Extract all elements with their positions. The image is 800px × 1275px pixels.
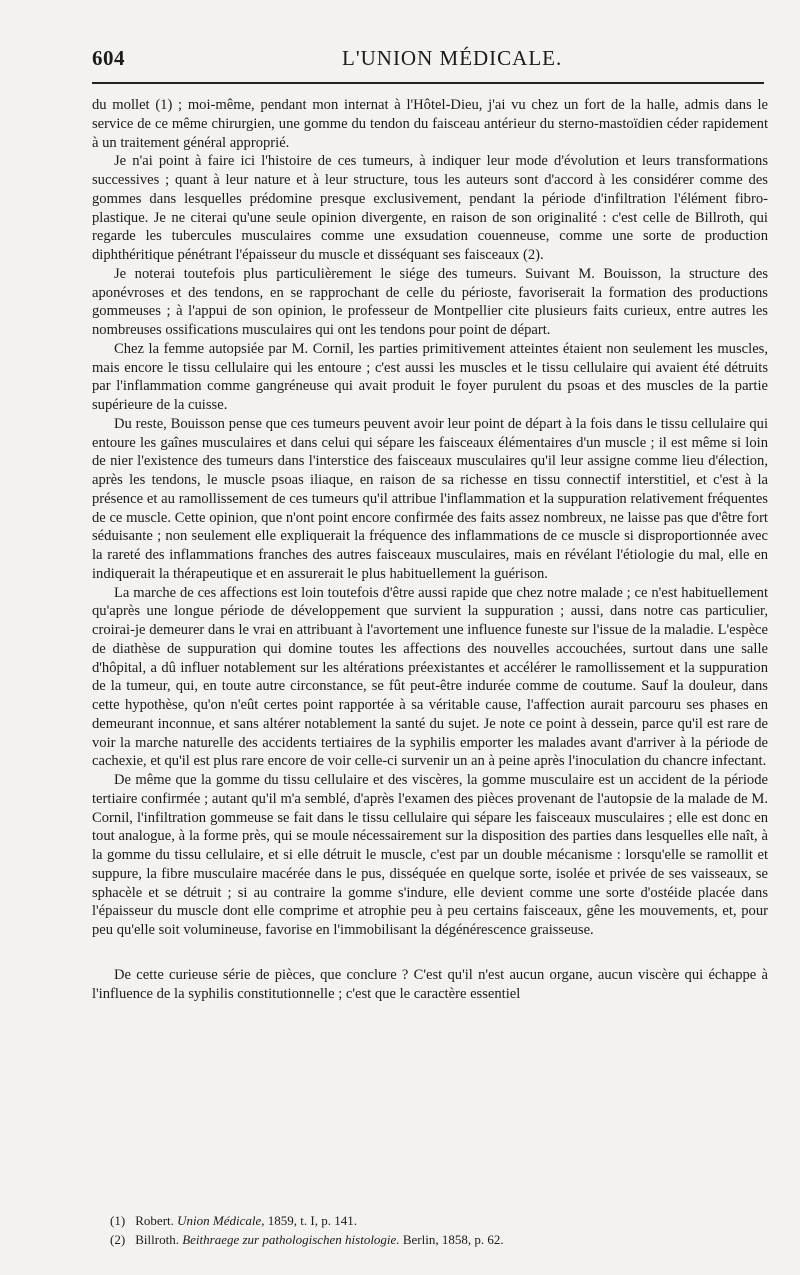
footnote-title: Union Médicale, bbox=[177, 1213, 265, 1228]
paragraph: De cette curieuse série de pièces, que conclure ? C'est qu'il n'est aucun organe, aucun viscère qui échappe à l'influence de la syphilis constitutionnelle ; c'est que le caractère essentiel bbox=[92, 966, 768, 1002]
paragraph: du mollet (1) ; moi-même, pendant mon internat à l'Hôtel-Dieu, j'ai vu chez un fort de la halle, admis dans le service de ce même chirurgien, une gomme du tendon du faisceau antérieur du sterno-mastoïdien céder rapidement à un traitement général approprié. bbox=[92, 97, 768, 151]
footnote-number: (2) bbox=[110, 1231, 126, 1247]
paragraph: De même que la gomme du tissu cellulaire et des viscères, la gomme musculaire est un accident de la période tertiaire confirmée ; autant qu'il m'a semblé, d'après l'examen des pièces provenant de l'autopsie de la malade de M. Cornil, l'infiltration gommeuse se fait dans le tissu cellulaire qui sépare les faisceaux musculaires ; elle est donc en tout analogue, à la forme près, qui se moule nécessairement sur la disposition des parties dans lesquelles elle naît, à la gomme du tissu cellulaire, et si elle détruit le muscle, c'est par un double mécanisme : lorsqu'elle se ramollit et suppure, la fibre musculaire macérée dans le pus, disséquée en quelque sorte, isolée et privée de ses vaisseaux, se sphacèle et se détruit ; si au contraire la gomme s'indure, elle devient comme une sorte d'ostéide placée dans l'épaisseur du muscle dont elle comprime et atrophie peu à peu certains faisceaux, gêne les mouvements, et, pour peu qu'elle soit volumineuse, favorise en l'immobilisant la dégénérescence graisseuse. bbox=[92, 772, 768, 938]
footnotes bbox=[110, 1212, 760, 1249]
footnote-ref: 1859, t. I, p. 141. bbox=[267, 1213, 357, 1228]
footnote-author: Billroth. bbox=[135, 1231, 179, 1247]
footnote-author: Robert. bbox=[135, 1213, 174, 1228]
paragraph: Chez la femme autopsiée par M. Cornil, les parties primitivement atteintes étaient non seulement les muscles, mais encore le tissu cellulaire qui les entoure ; c'est aussi les muscles et le tissu cellulaire qui avaient été détruits par l'inflammation comme gangréneuse qui avait produit le foyer purulent du psoas et des muscles de la partie supérieure de la cuisse. bbox=[92, 340, 768, 413]
footnote bbox=[110, 1231, 760, 1250]
paragraph: Je n'ai point à faire ici l'histoire de ces tumeurs, à indiquer leur mode d'évolution et leurs transformations successives ; quant à leur nature et à leur structure, tous les auteurs sont d'accord à les considérer comme des gommes dans lesquelles prédomine presque exclusivement, pendant la période d'infiltration l'élément fibro-plastique. Je ne citerai qu'une seule opinion divergente, en raison de son originalité : c'est celle de Billroth, qui regarde les tubercules musculaires comme une exsudation couenneuse, comme une sorte de production diphthéritique pénétrant l'épaisseur du muscle et disséquant ses faisceaux (2). bbox=[92, 153, 768, 263]
footnote-number: (1) bbox=[110, 1213, 126, 1228]
paragraph: Je noterai toutefois plus particulièrement le siége des tumeurs. Suivant M. Bouisson, la structure des aponévroses et des tendons, en se rapprochant de celle du périoste, favoriserait la formation des productions gommeuses ; à l'appui de son opinion, le professeur de Montpellier cite plusieurs faits curieux, entre autres les nombreuses ossifications musculaires qui ont les tendons pour point de départ. bbox=[92, 265, 768, 338]
header-rule bbox=[92, 82, 764, 84]
page-number: 604 bbox=[92, 46, 125, 70]
footnote-ref: Berlin, 1858, p. 62. bbox=[402, 1231, 504, 1247]
paragraph: La marche de ces affections est loin toutefois d'être aussi rapide que chez notre malade ; ce n'est habituellement qu'après une longue période de développement que survient la suppuration ; aussi, dans notre cas particulier, croirai-je demeurer dans le vrai en attribuant à l'avortement une influence funeste sur l'issue de la maladie. L'espèce de diathèse de suppuration qui domine toutes les affections des nouvelles accouchées, surtout dans une salle d'hôpital, a dû influer notablement sur les altérations préexistantes et accélérer le ramollissement et la suppuration de la tumeur, qui, en toute autre circonstance, se fût peut-être indurée comme de coutume. Sauf la douleur, dans cette hypothèse, qu'on n'eût certes point rapportée à sa véritable cause, l'affection aurait parcouru ses phases en demeurant inconnue, et sans altérer notablement la santé du sujet. Je note ce point à dessein, parce qu'il est rare de voir la marche naturelle des accidents tertiaires de la syphilis emporter les malades avant d'arriver à la période de cachexie, et qu'il est plus rare encore de voir celle-ci survenir un an à peine après l'inoculation du chancre infectant. bbox=[92, 584, 768, 770]
footnote bbox=[110, 1212, 760, 1231]
paragraph: Du reste, Bouisson pense que ces tumeurs peuvent avoir leur point de départ à la fois dans le tissu cellulaire qui entoure les gaînes musculaires et dans celui qui sépare les faisceaux élémentaires d'un muscle ; il est même si loin de nier l'existence des tumeurs dans l'interstice des faisceaux musculaires qu'il leur assigne comme lieu d'élection, après les tendons, le muscle psoas iliaque, en raison de sa richesse en tissu connectif interstitiel, et c'est à la présence et au ramollissement de ces tumeurs qu'il attribue l'inflammation et la suppuration relativement fréquentes de ce muscle. Cette opinion, que n'ont point encore confirmée des faits assez nombreux, ne laisse pas que d'être fort séduisante ; non seulement elle expliquerait la fréquence des inflammations de ce muscle si disproportionnée avec la rareté des inflammations franches des autres faisceaux musculaires, mais en révélant l'étiologie du mal, elle en indiquerait la thérapeutique et en assurerait le plus habituellement la guérison. bbox=[92, 415, 768, 582]
page-header bbox=[92, 44, 760, 74]
body-text bbox=[92, 96, 768, 1003]
footnote-title: Beithraege zur pathologischen histologie. bbox=[182, 1231, 400, 1247]
running-title: L'UNION MÉDICALE. bbox=[342, 46, 563, 70]
